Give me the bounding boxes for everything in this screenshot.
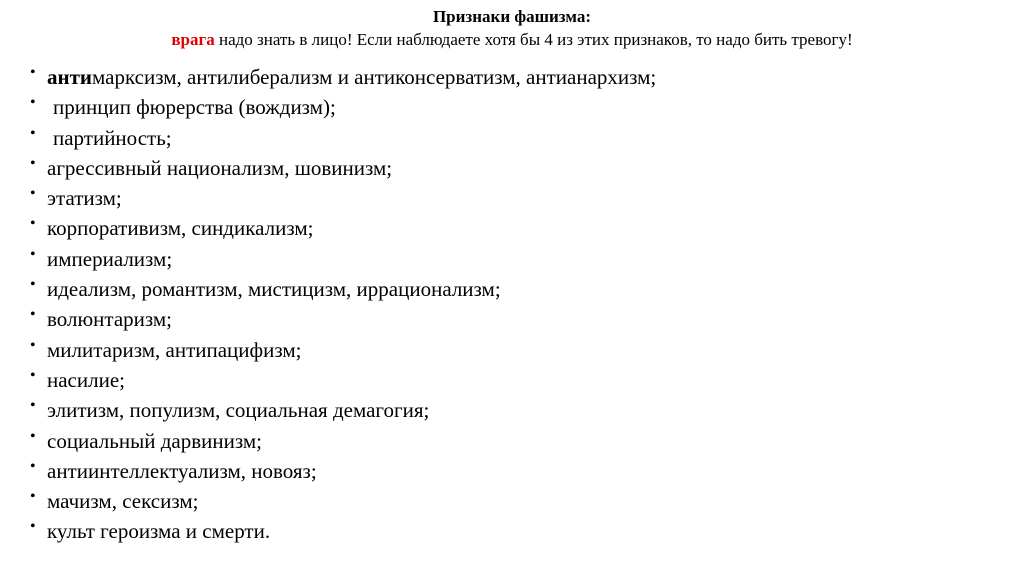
bullet-icon: • (30, 488, 36, 506)
bullet-icon: • (30, 245, 36, 263)
bullet-icon: • (30, 124, 36, 142)
list-item (30, 426, 990, 456)
list-item (30, 123, 990, 153)
bullet-icon: • (30, 276, 36, 294)
item-text: идеализм, романтизм, мистицизм, иррационализм; (47, 277, 501, 302)
item-text: партийность; (53, 125, 172, 150)
list-item (30, 244, 990, 274)
item-text: мачизм, сексизм; (47, 489, 199, 514)
bullet-icon: • (30, 427, 36, 445)
list-item (30, 213, 990, 243)
list-item (30, 456, 990, 486)
item-text: социальный дарвинизм; (47, 428, 262, 453)
bullet-icon: • (30, 518, 36, 536)
list-item (30, 92, 990, 122)
item-text: культ героизма и смерти. (47, 519, 271, 544)
subtitle-accent-word: врага (171, 30, 215, 49)
bullet-icon: • (30, 94, 36, 112)
list-item (30, 516, 990, 546)
item-text: волюнтаризм; (47, 307, 173, 332)
list-item (30, 304, 990, 334)
list-item (30, 62, 990, 92)
slide-subtitle (0, 30, 1024, 50)
item-text: элитизм, популизм, социальная демагогия; (47, 398, 430, 423)
bullet-icon: • (30, 64, 36, 81)
item-text: принцип фюрерства (вождизм); (53, 95, 336, 120)
item-text: агрессивный национализм, шовинизм; (47, 155, 393, 180)
list-item (30, 153, 990, 183)
item-text: милитаризм, антипацифизм; (47, 337, 302, 362)
subtitle-text: надо знать в лицо! Если наблюдаете хотя бы 4 из этих признаков, то надо бить тревогу! (214, 30, 853, 49)
item-text: марксизм, антилиберализм и антиконсерватизм, антианархизм; (92, 65, 657, 89)
list-item (30, 274, 990, 304)
item-text: этатизм; (47, 186, 122, 211)
bullet-icon: • (30, 154, 36, 172)
list-item (30, 395, 990, 425)
bullet-icon: • (30, 185, 36, 203)
bullet-icon: • (30, 366, 36, 384)
item-bold-prefix: анти (47, 65, 93, 89)
item-text: антиинтеллектуализм, новояз; (47, 458, 317, 483)
list-item (30, 183, 990, 213)
signs-list (30, 62, 990, 547)
list-item (30, 335, 990, 365)
list-item (30, 486, 990, 516)
bullet-icon: • (30, 336, 36, 354)
bullet-icon: • (30, 457, 36, 475)
bullet-icon: • (30, 306, 36, 324)
bullet-icon: • (30, 397, 36, 415)
item-text: корпоративизм, синдикализм; (47, 216, 314, 241)
list-item (30, 365, 990, 395)
item-text: империализм; (47, 246, 173, 271)
bullet-icon: • (30, 215, 36, 233)
item-text: насилие; (47, 367, 125, 392)
slide-title: Признаки фашизма: (432, 7, 592, 26)
